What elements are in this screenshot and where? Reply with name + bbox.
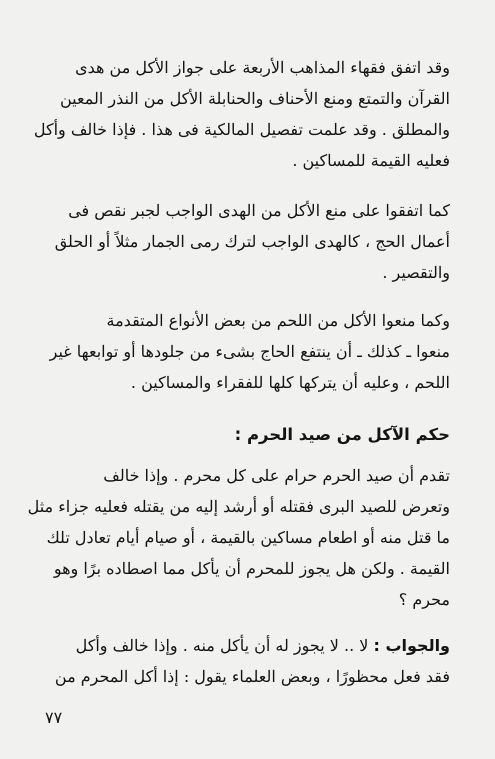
text-line bbox=[50, 630, 450, 661]
text-line: كما اتفقوا على منع الأكل من الهدى الواجب لجبر نقص فى bbox=[68, 201, 450, 220]
text-line: وقد اتفق فقهاء المذاهب الأربعة على جواز الأكل من هدى bbox=[75, 58, 450, 77]
text-line: منعوا ـ كذلك ـ أن ينتفع الحاج بشىء من جلودها أو توابعها غير bbox=[49, 342, 450, 361]
text-line: ما قتل منه أو اطعام مساكين بالقيمة ، أو صيام أيام تعادل تلك bbox=[46, 528, 450, 547]
section-heading: حكم الآكل من صيد الحرم : bbox=[234, 425, 450, 444]
text-line: والمطلق . وقد علمت تفصيل المالكية فى هذا . فإذا خالف وأكل bbox=[33, 120, 450, 139]
text-line: القيمة . ولكن هل يجوز للمحرم أن يأكل مما اصطاده برًا وهو bbox=[53, 559, 450, 578]
text-line: اللحم ، وعليه أن يتركها كلها للفقراء والمساكين . bbox=[130, 373, 450, 392]
text-line: وتعرض للصيد البرى فقتله أو أرشد إليه من يقتله فعليه جزاء مثل bbox=[27, 497, 450, 516]
paragraph-5 bbox=[50, 630, 450, 692]
paragraph-1 bbox=[33, 52, 450, 176]
answer-lead: والجواب : bbox=[373, 636, 450, 655]
paragraph-2 bbox=[50, 195, 450, 288]
text-line: والتقصير . bbox=[382, 263, 450, 282]
text-line: وكما منعوا الأكل من اللحم من بعض الأنواع المتقدمة bbox=[106, 311, 450, 330]
paragraph-4 bbox=[27, 460, 450, 615]
page-number: ٧٧ bbox=[45, 708, 63, 727]
text-line: أعمال الحج ، كالهدى الواجب لترك رمى الجمار مثلاً أو الحلق bbox=[54, 232, 450, 251]
paragraph-3 bbox=[50, 305, 450, 398]
text-line: القرآن والتمتع ومنع الأحناف والحنابلة الأكل من النذر المعين bbox=[59, 89, 450, 108]
answer-text: لا .. لا يجوز له أن يأكل منه . وإذا خالف وأكل bbox=[75, 636, 374, 655]
text-line: محرم ؟ bbox=[398, 590, 450, 609]
text-line: فعليه القيمة للمساكين . bbox=[292, 151, 450, 170]
text-line: فقد فعل محظورًا ، وبعض العلماء يقول : إذا أكل المحرم من bbox=[54, 667, 450, 686]
text-line: تقدم أن صيد الحرم حرام على كل محرم . وإذا خالف bbox=[103, 466, 450, 485]
